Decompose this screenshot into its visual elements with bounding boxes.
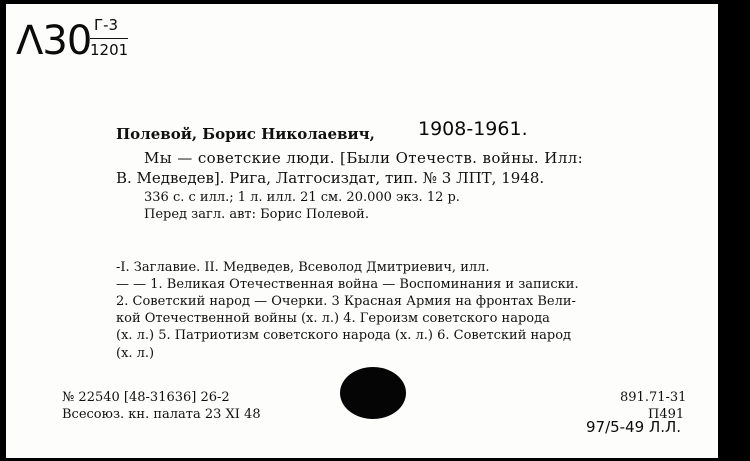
author-note: Перед загл. авт: Борис Полевой.: [144, 207, 369, 222]
classification-number: 891.71-31: [620, 390, 687, 405]
handwritten-dates: 1908-1961.: [418, 118, 528, 140]
tracing-line-5: (х. л.) 5. Патриотизм советского народа (х. л.) 6. Советский народ: [116, 328, 572, 343]
title-line-1: Мы — советские люди. [Были Отечеств. войны. Илл:: [144, 149, 584, 167]
inventory-handwritten: 97/5-49 Л.Л.: [586, 418, 682, 436]
tracing-line-3: 2. Советский народ — Очерки. 3 Красная Армия на фронтах Вели-: [116, 294, 576, 309]
catalog-card: [6, 4, 718, 458]
title-line-2: В. Медведев]. Рига, Латгосиздат, тип. № 3 ЛПТ, 1948.: [116, 169, 545, 187]
author-heading: Полевой, Борис Николаевич,: [116, 125, 375, 143]
tracing-line-6: (х. л.): [116, 346, 155, 361]
card-number: № 22540 [48-31636] 26-2: [62, 390, 230, 405]
physical-description: 336 с. с илл.; 1 л. илл. 21 см. 20.000 экз. 12 р.: [144, 190, 460, 205]
tracing-line-1: -I. Заглавие. II. Медведев, Всеволод Дмитриевич, илл.: [116, 260, 490, 275]
shelfmark-bottom: 1201: [90, 38, 128, 59]
cutter-number: П491: [648, 407, 685, 422]
book-chamber-stamp: Всесоюз. кн. палата 23 XI 48: [62, 407, 261, 422]
tracing-line-4: кой Отечественной войны (х. л.) 4. Героизм советского народа: [116, 311, 550, 326]
punch-hole: [340, 367, 406, 419]
shelfmark-top: Г-3: [94, 16, 119, 34]
shelfmark-main: Λ30: [16, 18, 92, 64]
tracing-line-2: — — 1. Великая Отечественная война — Воспоминания и записки.: [116, 277, 579, 292]
